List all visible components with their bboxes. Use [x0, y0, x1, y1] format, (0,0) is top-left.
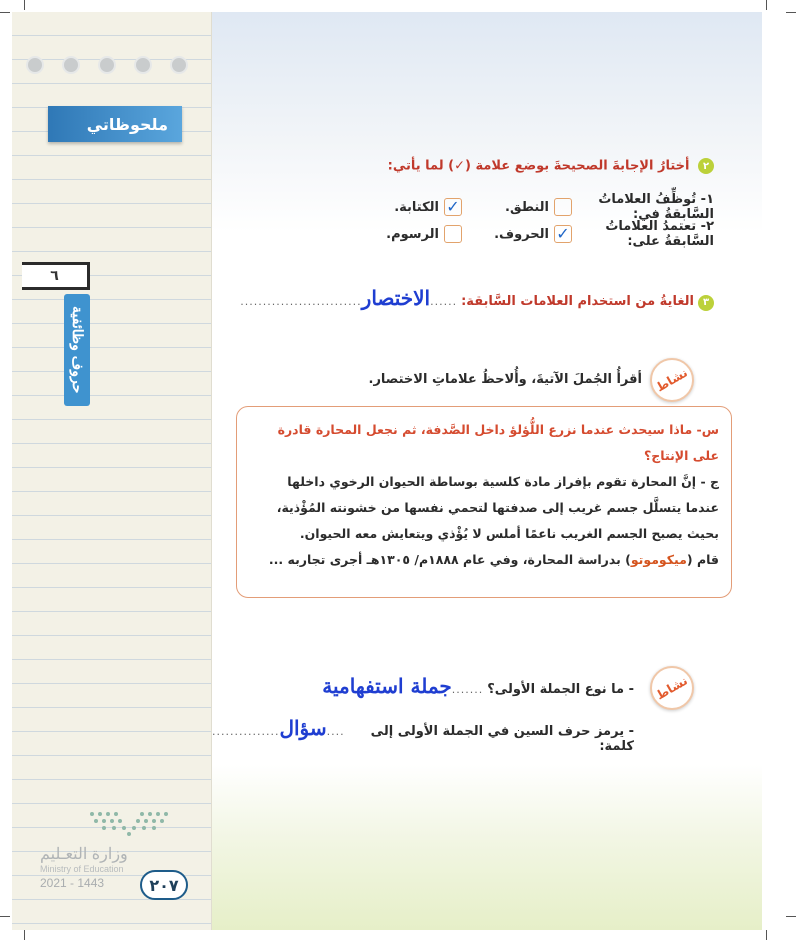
- passage-answer-line: بحيث يصبح الجسم الغريب ناعمًا أملس لا يُؤْذي ويتعايش معه الحيوان.: [299, 526, 719, 541]
- answer-dots: ...........................: [240, 295, 362, 308]
- handwritten-answer[interactable]: الاختصار: [361, 286, 431, 310]
- passage-text: قام (: [686, 552, 719, 567]
- row-stem: ١- تُوظِّفُ العلاماتُ السَّابقةُ في:: [598, 192, 714, 222]
- ministry-year: 2021 - 1443: [40, 876, 105, 890]
- question-number-badge: ٢: [698, 158, 714, 174]
- activity-2-question-2: [212, 716, 634, 754]
- option-huruf[interactable]: [462, 219, 572, 249]
- passage-answer-line: عندما يتسلَّل جسم غريب إلى صدفتها لتحمي نفسها من خشونته المُؤْذية،: [276, 500, 719, 515]
- binder-hole: [62, 56, 80, 74]
- answer-dots: ......: [430, 295, 458, 308]
- question-2-heading: [388, 158, 714, 174]
- passage-answer-line: [249, 547, 719, 573]
- activity-badge: [650, 358, 694, 402]
- page-number: ٢٠٧: [140, 870, 188, 900]
- reading-passage-box: [236, 406, 732, 598]
- row-stem: ٢- تعتمدُ العلاماتُ السَّابقةُ على:: [605, 219, 714, 249]
- unit-number: ٦: [22, 262, 90, 290]
- option-rusum[interactable]: [352, 219, 462, 249]
- handwritten-answer[interactable]: جملة استفهامية: [322, 674, 452, 698]
- activity-badge-label: نشاط: [653, 673, 691, 703]
- question-prompt: - يرمز حرف السين في الجملة الأولى إلى كلمة:: [370, 724, 634, 754]
- passage-answer-line: ج - إنَّ المحارة تقوم بإفراز مادة كلسية بوساطة الحيوان الرخوي داخلها: [287, 474, 719, 489]
- question-2-row-1: [352, 192, 714, 222]
- crop-mark: [786, 916, 796, 917]
- checkbox-checked[interactable]: ✓: [444, 198, 462, 216]
- activity-badge-label: نشاط: [653, 365, 691, 395]
- crop-mark: [24, 0, 25, 10]
- unit-title: حروف وظائفية: [69, 306, 85, 394]
- crop-mark: [24, 930, 25, 940]
- notes-banner: ملحوظاتي: [48, 106, 182, 142]
- passage-text: ) بدراسة المحارة، وفي عام ١٨٨٨م/ ١٣٠٥هـ أجرى تجاربه ...: [268, 552, 631, 567]
- question-number-badge: ٣: [698, 295, 714, 311]
- handwritten-answer[interactable]: سؤال: [279, 716, 327, 740]
- question-prompt: - ما نوع الجملة الأولى؟: [487, 682, 634, 697]
- ministry-name-en: Ministry of Education: [40, 864, 124, 874]
- passage-name-highlight: ميكوموتو: [630, 552, 687, 567]
- option-label: الكتابة.: [394, 199, 439, 215]
- option-label: النطق.: [505, 199, 549, 215]
- crop-mark: [0, 916, 10, 917]
- answer-dots: ....: [326, 725, 345, 738]
- main-page: [212, 12, 762, 930]
- question-3-prompt: الغايةُ من استخدام العلامات السَّابقة:: [461, 294, 694, 309]
- activity-badge: [650, 666, 694, 710]
- passage-question: س- ماذا سيحدث عندما نزرع اللُّؤلؤ داخل الصَّدفة، ثم نجعل المحارة قادرة على الإنتاج؟: [277, 422, 719, 463]
- unit-title-tab: [64, 294, 90, 406]
- option-label: الرسوم.: [386, 226, 439, 242]
- activity-1-instruction: أقرأُ الجُملَ الآتيةَ، وأُلاحظُ علاماتِ الاختصار.: [368, 372, 642, 387]
- crop-mark: [786, 12, 796, 13]
- binder-hole: [170, 56, 188, 74]
- crop-mark: [0, 12, 10, 13]
- activity-2-question-1: [322, 674, 634, 698]
- crop-mark: [766, 0, 767, 10]
- checkbox[interactable]: [444, 225, 462, 243]
- option-kitaba[interactable]: [352, 192, 462, 222]
- notes-sidebar: [12, 12, 212, 930]
- answer-dots: .......: [451, 683, 484, 696]
- binder-hole: [98, 56, 116, 74]
- ministry-emblem-icon: [84, 808, 174, 838]
- binder-hole: [134, 56, 152, 74]
- option-nutq[interactable]: [462, 192, 572, 222]
- question-3: [240, 286, 714, 311]
- binder-hole: [26, 56, 44, 74]
- ministry-name: وزارة التعـليم: [40, 846, 128, 863]
- checkbox-checked[interactable]: ✓: [554, 225, 572, 243]
- question-2-instruction: أختارُ الإجابةَ الصحيحةَ بوضع علامة (✓) لما يأتي:: [387, 158, 690, 174]
- answer-dots: ...............: [212, 725, 280, 738]
- crop-mark: [766, 930, 767, 940]
- option-label: الحروف.: [494, 226, 549, 242]
- question-2-row-2: [352, 219, 714, 249]
- checkbox[interactable]: [554, 198, 572, 216]
